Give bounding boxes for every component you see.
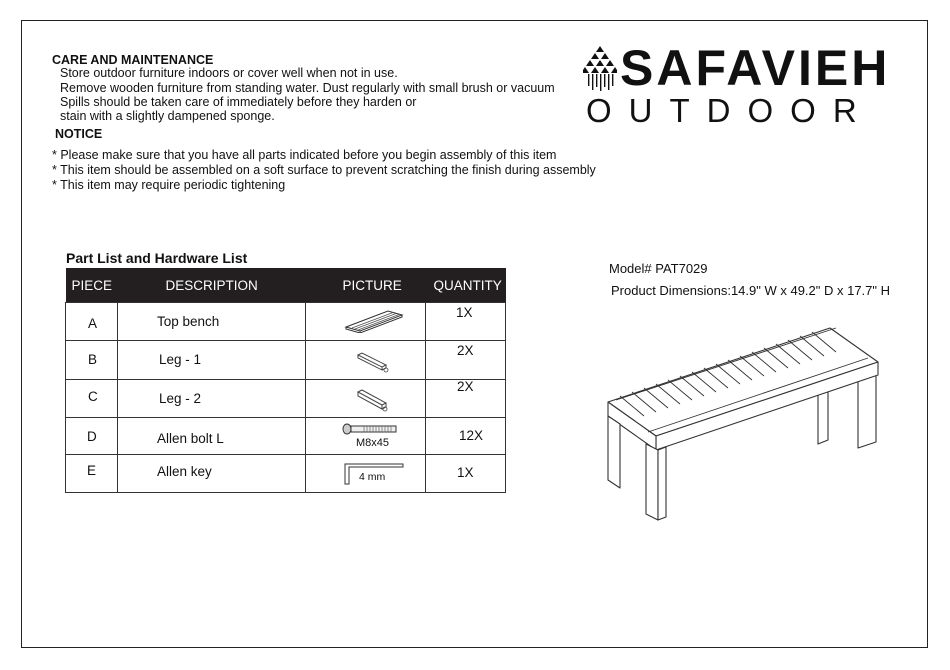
piece-cell: [66, 455, 118, 493]
header-picture: PICTURE: [306, 268, 426, 303]
care-line: Remove wooden furniture from standing water. Dust regularly with small brush or vacuum: [60, 81, 555, 95]
quantity-cell: [426, 418, 506, 455]
notice-line: * This item should be assembled on a soft surface to prevent scratching the finish during assembly: [52, 163, 596, 177]
allen-bolt-icon: [342, 423, 398, 435]
picture-cell: [306, 303, 426, 341]
quantity-text: 2X: [457, 343, 474, 358]
description-text: Allen bolt L: [157, 431, 224, 446]
header-piece: PIECE: [66, 268, 118, 303]
picture-cell: [306, 341, 426, 380]
description-cell: [118, 303, 306, 341]
quantity-cell: [426, 303, 506, 341]
table-row: [66, 380, 506, 418]
care-title: CARE AND MAINTENANCE: [52, 53, 214, 67]
quantity-text: 12X: [459, 428, 484, 443]
description-cell: [118, 455, 306, 493]
description-cell: [118, 418, 306, 455]
description-text: Leg - 1: [159, 352, 202, 367]
model-number: Model# PAT7029: [609, 261, 708, 276]
parts-table: [65, 268, 506, 493]
quantity-text: 1X: [457, 465, 474, 480]
piece-letter: E: [87, 463, 97, 478]
leg-2-icon: [356, 388, 390, 414]
parts-table-header: [66, 268, 506, 303]
piece-letter: B: [88, 352, 98, 367]
notice-title: NOTICE: [55, 127, 103, 141]
leg-1-icon: [356, 351, 390, 375]
quantity-cell: [426, 455, 506, 493]
piece-cell: [66, 418, 118, 455]
quantity-text: 2X: [457, 379, 474, 394]
description-text: Top bench: [157, 314, 220, 329]
parts-table-title: Part List and Hardware List: [66, 250, 248, 266]
top-bench-icon: [344, 309, 404, 333]
logo-mark-icon: [583, 46, 617, 92]
table-row: [66, 418, 506, 455]
key-size-label: 4 mm: [359, 471, 386, 483]
notice-line: * Please make sure that you have all parts indicated before you begin assembly of this item: [52, 148, 557, 162]
piece-cell: [66, 303, 118, 341]
bench-illustration: [600, 320, 890, 530]
quantity-text: 1X: [456, 305, 473, 320]
header-description: DESCRIPTION: [118, 268, 306, 303]
table-row: [66, 341, 506, 380]
description-text: Leg - 2: [159, 391, 202, 406]
picture-cell: [306, 380, 426, 418]
product-dimensions: Product Dimensions:14.9" W x 49.2" D x 17.7" H: [611, 283, 891, 298]
picture-cell: [306, 418, 426, 455]
quantity-cell: [426, 341, 506, 380]
table-row: [66, 455, 506, 493]
care-line: stain with a slightly dampened sponge.: [60, 109, 275, 123]
piece-cell: [66, 380, 118, 418]
piece-letter: D: [87, 429, 97, 444]
description-text: Allen key: [157, 464, 212, 479]
brand-subtitle: OUTDOOR: [586, 92, 874, 129]
piece-cell: [66, 341, 118, 380]
notice-line: * This item may require periodic tightening: [52, 178, 286, 192]
piece-letter: A: [88, 316, 98, 331]
picture-cell: [306, 455, 426, 493]
table-row: [66, 303, 506, 341]
care-line: Spills should be taken care of immediately before they harden or: [60, 95, 417, 109]
quantity-cell: [426, 380, 506, 418]
piece-letter: C: [88, 389, 98, 404]
care-line: Store outdoor furniture indoors or cover well when not in use.: [60, 66, 398, 80]
bolt-size-label: M8x45: [356, 437, 390, 449]
brand-name: SAFAVIEH: [620, 40, 891, 96]
description-cell: [118, 380, 306, 418]
header-quantity: QUANTITY: [426, 268, 506, 303]
description-cell: [118, 341, 306, 380]
